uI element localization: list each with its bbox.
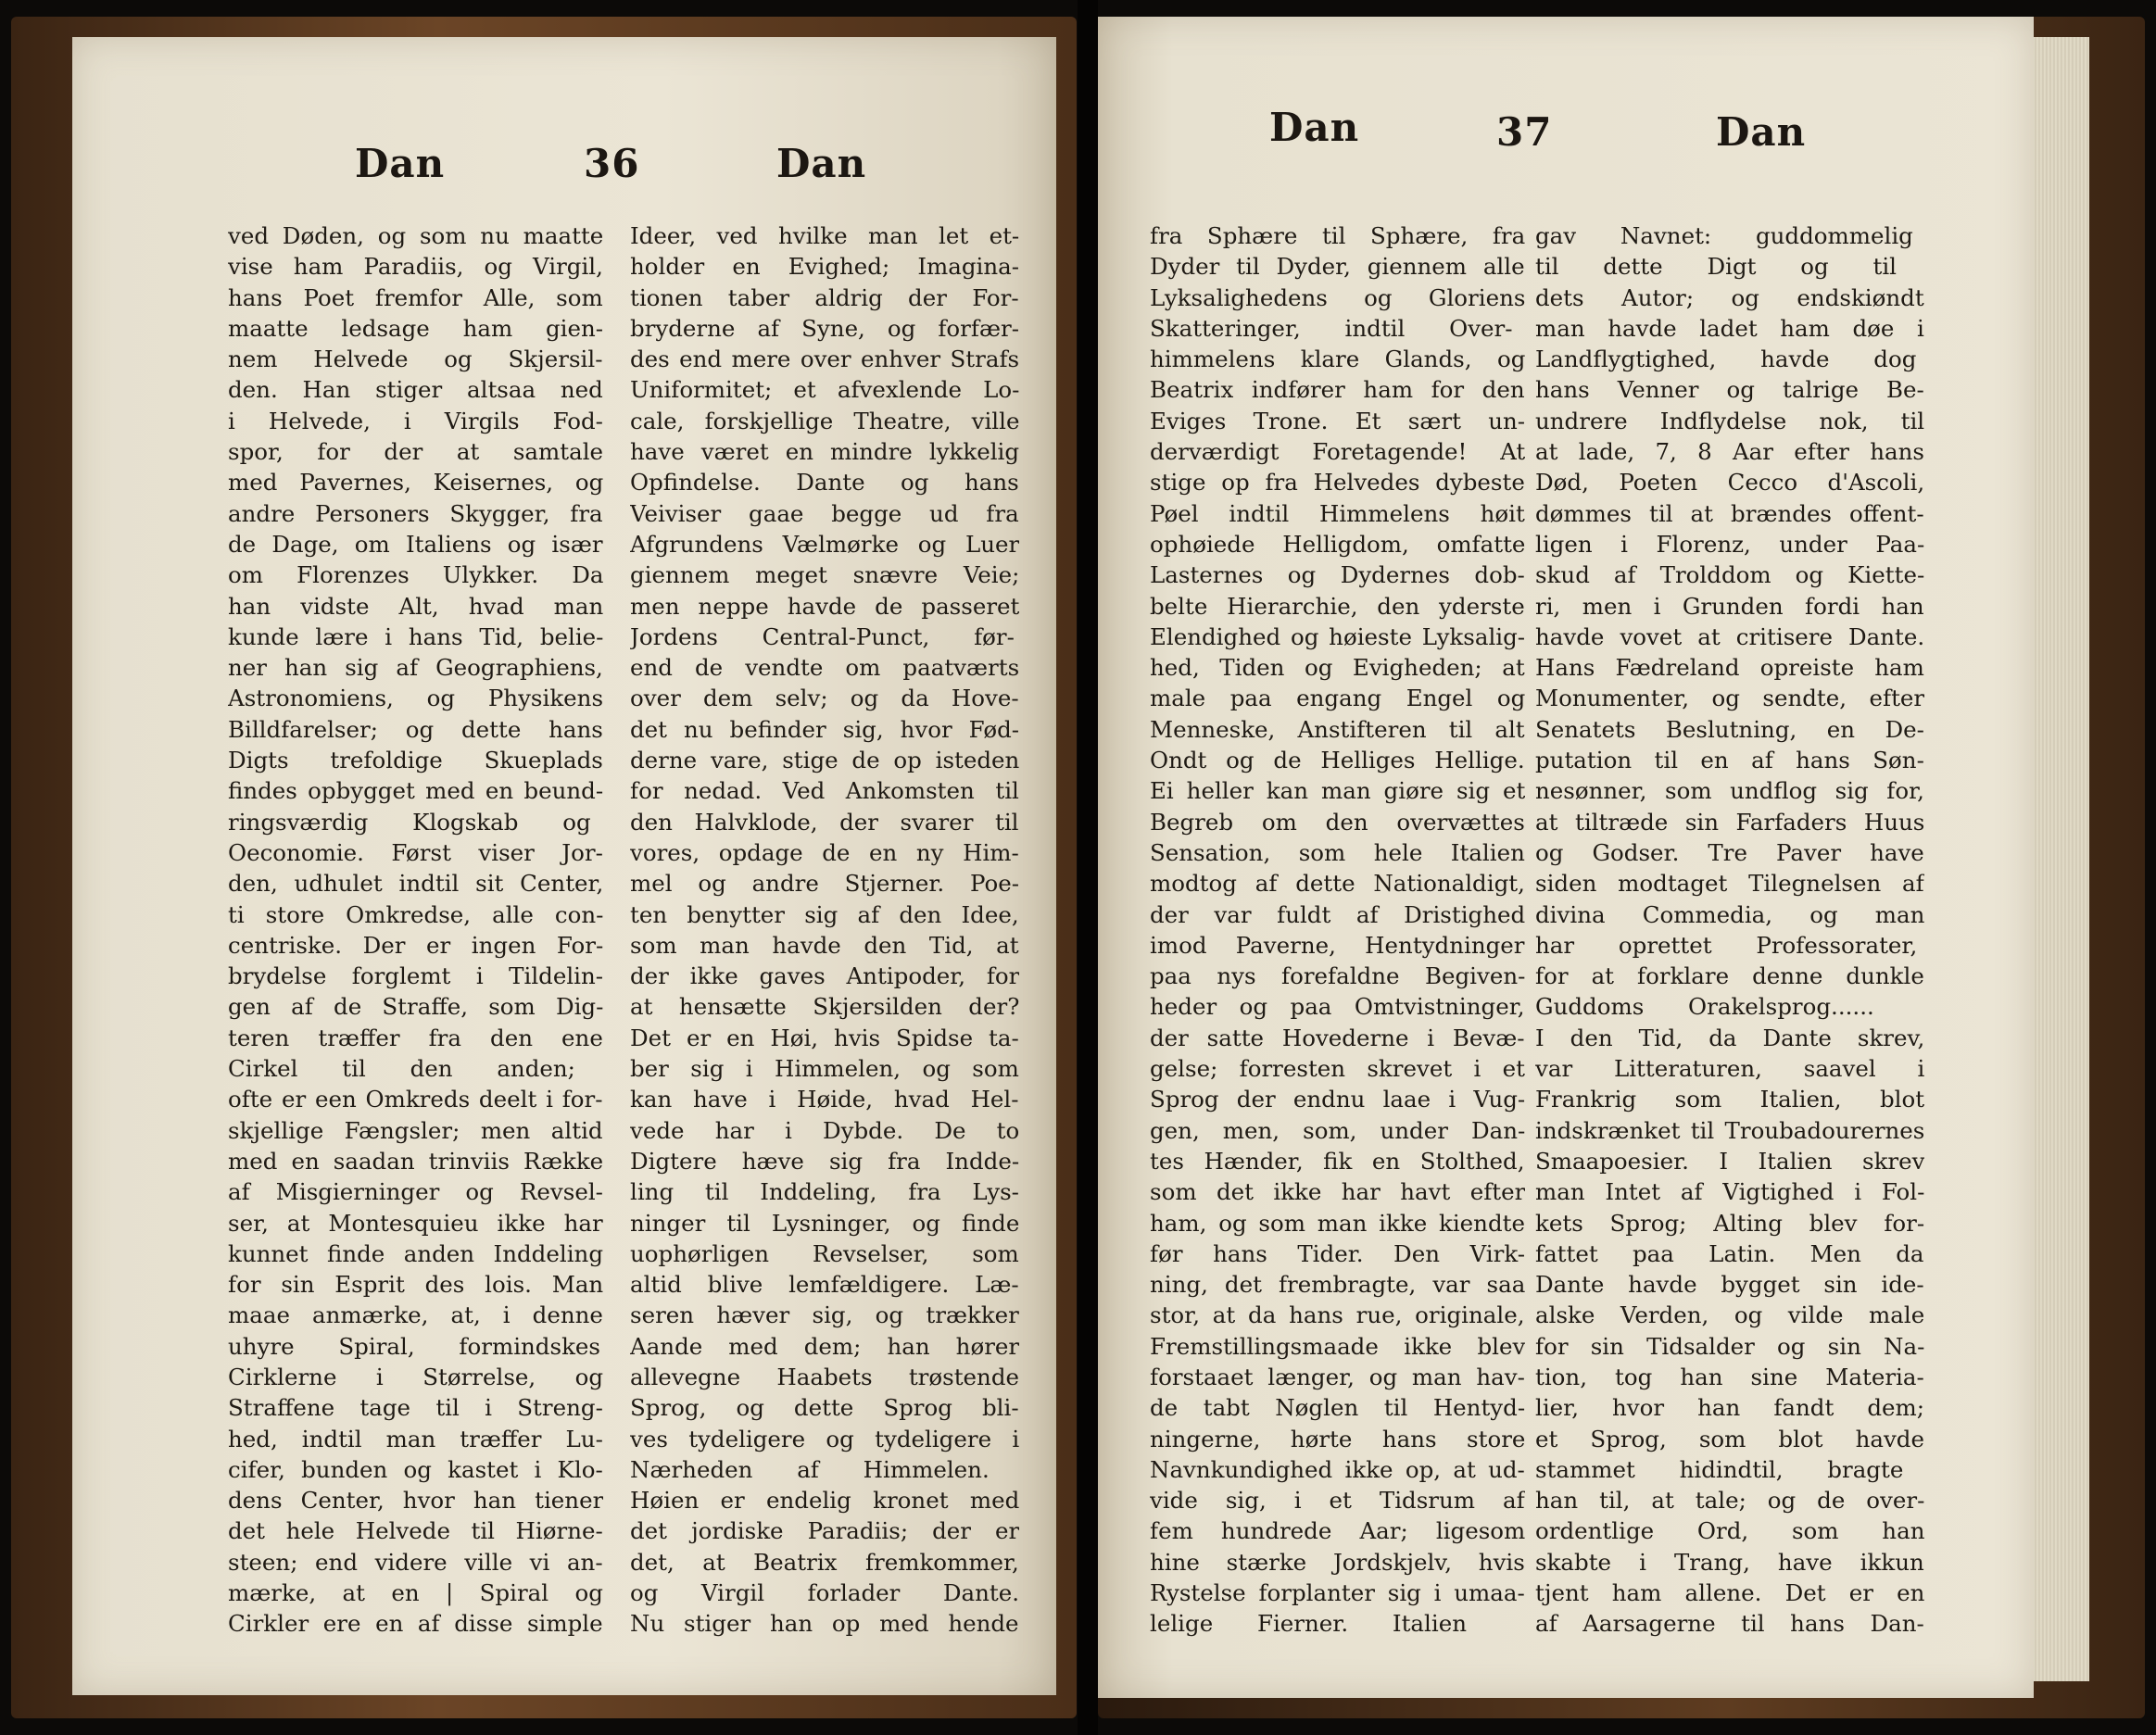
text-line: Beatrix indfører ham for den — [1150, 376, 1525, 404]
text-line: han til, at tale; og de over- — [1535, 1487, 1924, 1515]
left-page — [72, 37, 1056, 1695]
text-line: stige op fra Helvedes dybeste — [1150, 469, 1525, 497]
text-line: fem hundrede Aar; ligesom — [1150, 1517, 1525, 1545]
text-line: have været en mindre lykkelig — [630, 438, 1019, 466]
text-line: Menneske, Anstifteren til alt — [1150, 715, 1525, 743]
text-line: Høien er endelig kronet med — [630, 1487, 1019, 1515]
spread-divider — [1078, 0, 1098, 1735]
text-line: forstaaet længer, og man hav- — [1150, 1363, 1525, 1390]
right-header-left: Dan — [1269, 105, 1360, 150]
text-line: end de vendte om paatværts — [630, 654, 1019, 682]
text-line: der ikke gaves Antipoder, for — [630, 962, 1019, 990]
text-line: mærke, at en | Spiral og — [228, 1579, 603, 1607]
text-line: Billdfarelser; og dette hans — [228, 715, 603, 743]
left-header-left: Dan — [355, 141, 446, 186]
text-line: indskrænket til Troubadourernes — [1535, 1116, 1924, 1144]
text-line: kunnet finde anden Inddeling — [228, 1239, 603, 1267]
text-line: himmelens klare Glands, og — [1150, 346, 1525, 373]
text-line: Fremstillingsmaade ikke blev — [1150, 1332, 1525, 1360]
text-line: det hele Helvede til Hiørne- — [228, 1517, 603, 1545]
text-line: ber sig i Himmelen, og som — [630, 1055, 1019, 1083]
text-line: nesønner, som undflog sig for, — [1535, 777, 1924, 805]
text-line: cifer, bunden og kastet i Klo- — [228, 1455, 603, 1483]
text-line: Cirklerne i Størrelse, og — [228, 1363, 603, 1390]
text-line: ham, og som man ikke kiendte — [1150, 1209, 1525, 1237]
text-line: skabte i Trang, have ikkun — [1535, 1548, 1924, 1576]
text-line: og Virgil forlader Dante. — [630, 1579, 1019, 1607]
left-header-right: Dan — [776, 141, 867, 186]
text-line: til dette Digt og til — [1535, 253, 1897, 281]
text-line: hine stærke Jordskjelv, hvis — [1150, 1548, 1525, 1576]
text-line: ti store Omkredse, alle con- — [228, 900, 603, 928]
text-line: hans Poet fremfor Alle, som — [228, 283, 603, 311]
text-line: gav Navnet: guddommelig — [1535, 222, 1913, 249]
text-line: over dem selv; og da Hove- — [630, 685, 1019, 712]
text-line: Afgrundens Vælmørke og Luer — [630, 530, 1019, 558]
text-line: hans Venner og talrige Be- — [1535, 376, 1924, 404]
text-line: paa nys forefaldne Begiven- — [1150, 962, 1525, 990]
text-line: skud af Trolddom og Kiette- — [1535, 561, 1924, 589]
text-line: der satte Hovederne i Bevæ- — [1150, 1024, 1525, 1051]
text-line: I den Tid, da Dante skrev, — [1535, 1024, 1924, 1051]
text-line: af Aarsagerne til hans Dan- — [1535, 1610, 1924, 1638]
text-line: Rystelse forplanter sig i umaa- — [1150, 1579, 1525, 1607]
text-line: Jordens Central-Punct, før- — [630, 622, 1015, 650]
text-line: ordentlige Ord, som han — [1535, 1517, 1924, 1545]
text-line: Sprog, og dette Sprog bli- — [630, 1394, 1019, 1422]
text-line: Astronomiens, og Physikens — [228, 685, 603, 712]
text-line: Straffene tage til i Streng- — [228, 1394, 603, 1422]
text-line: Uniformitet; et afvexlende Lo- — [630, 376, 1019, 404]
text-line: kets Sprog; Alting blev for- — [1535, 1209, 1924, 1237]
text-line: Ei heller kan man giøre sig et — [1150, 777, 1525, 805]
right-page-number: 37 — [1496, 109, 1553, 155]
text-line: der var fuldt af Dristighed — [1150, 900, 1525, 928]
text-line: andre Personers Skygger, fra — [228, 499, 603, 527]
text-line: ves tydeligere og tydeligere i — [630, 1425, 1019, 1452]
text-line: Monumenter, og sendte, efter — [1535, 685, 1924, 712]
text-line: at hensætte Skjersilden der? — [630, 993, 1019, 1021]
text-line: ser, at Montesquieu ikke har — [228, 1209, 603, 1237]
text-line: de tabt Nøglen til Hentyd- — [1150, 1394, 1525, 1422]
text-line: bryderne af Syne, og forfær- — [630, 314, 1019, 342]
text-line: gen af de Straffe, som Dig- — [228, 993, 603, 1021]
text-line: som man havde den Tid, at — [630, 931, 1019, 959]
text-line: holder en Evighed; Imagina- — [630, 253, 1019, 281]
text-line: mel og andre Stjerner. Poe- — [630, 870, 1019, 898]
text-line: om Florenzes Ulykker. Da — [228, 561, 603, 589]
text-line: den Halvklode, der svarer til — [630, 808, 1019, 836]
text-line: i Helvede, i Virgils Fod- — [228, 407, 603, 434]
text-line: tion, tog han sine Materia- — [1535, 1363, 1924, 1390]
text-line: modtog af dette Nationaldigt, — [1150, 870, 1525, 898]
text-line: som det ikke har havt efter — [1150, 1178, 1525, 1206]
text-line: maatte ledsage ham gien- — [228, 314, 603, 342]
right-page-column-1 — [1150, 220, 1525, 1640]
text-line: at tiltræde sin Farfaders Huus — [1535, 808, 1924, 836]
text-line: kunde lære i hans Tid, belie- — [228, 622, 603, 650]
text-line: lier, hvor han fandt dem; — [1535, 1394, 1924, 1422]
text-line: af Misgierninger og Revsel- — [228, 1178, 603, 1206]
text-line: Aande med dem; han hører — [630, 1332, 1019, 1360]
left-page-column-2 — [630, 220, 1019, 1640]
text-line: med en saadan trinviis Række — [228, 1147, 603, 1175]
text-line: Dyder til Dyder, giennem alle — [1150, 253, 1525, 281]
text-line: Det er en Høi, hvis Spidse ta- — [630, 1024, 1019, 1051]
text-line: Cirkler ere en af disse simple — [228, 1610, 603, 1638]
text-line: cale, forskjellige Theatre, ville — [630, 407, 1019, 434]
text-line: maae anmærke, at, i denne — [228, 1301, 603, 1329]
text-line: spor, for der at samtale — [228, 438, 603, 466]
text-line: gen, men, som, under Dan- — [1150, 1116, 1525, 1144]
text-line: Eviges Trone. Et sært un- — [1150, 407, 1525, 434]
text-line: Dante havde bygget sin ide- — [1535, 1271, 1924, 1299]
text-line: nem Helvede og Skjersil- — [228, 346, 603, 373]
text-line: siden modtaget Tilegnelsen af — [1535, 870, 1924, 898]
text-line: dens Center, hvor han tiener — [228, 1487, 603, 1515]
text-line: derne vare, stige de op isteden — [630, 747, 1019, 774]
text-line: uhyre Spiral, formindskes — [228, 1332, 600, 1360]
text-line: Frankrig som Italien, blot — [1535, 1086, 1924, 1113]
text-line: Opfindelse. Dante og hans — [630, 469, 1019, 497]
text-line: at lade, 7, 8 Aar efter hans — [1535, 438, 1924, 466]
text-line: Veiviser gaae begge ud fra — [630, 499, 1019, 527]
text-line: Oeconomie. Først viser Jor- — [228, 838, 603, 866]
text-line: og Godser. Tre Paver have — [1535, 838, 1924, 866]
text-line: kan have i Høide, hvad Hel- — [630, 1086, 1019, 1113]
text-line: altid blive lemfældigere. Læ- — [630, 1271, 1019, 1299]
text-line: giennem meget snævre Veie; — [630, 561, 1019, 589]
text-line: vores, opdage de en ny Him- — [630, 838, 1019, 866]
text-line: putation til en af hans Søn- — [1535, 747, 1924, 774]
text-line: ling til Inddeling, fra Lys- — [630, 1178, 1019, 1206]
text-line: tjent ham allene. Det er en — [1535, 1579, 1924, 1607]
text-line: Nu stiger han op med hende — [630, 1610, 1019, 1638]
text-line: skjellige Fængsler; men altid — [228, 1116, 603, 1144]
text-line: centriske. Der er ingen For- — [228, 931, 603, 959]
text-line: man havde ladet ham døe i — [1535, 314, 1924, 342]
text-line: havde vovet at critisere Dante. — [1535, 622, 1924, 650]
text-line: Skatteringer, indtil Over- — [1150, 314, 1513, 342]
text-line: ning, det frembragte, var saa — [1150, 1271, 1525, 1299]
text-line: Begreb om den overvættes — [1150, 808, 1525, 836]
text-line: den, udhulet indtil sit Center, — [228, 870, 603, 898]
text-line: Død, Poeten Cecco d'Ascoli, — [1535, 469, 1924, 497]
text-line: des end mere over enhver Strafs — [630, 346, 1019, 373]
text-line: vede har i Dybde. De to — [630, 1116, 1019, 1144]
text-line: man Intet af Vigtighed i Fol- — [1535, 1178, 1924, 1206]
text-line: Sensation, som hele Italien — [1150, 838, 1525, 866]
text-line: Digtere hæve sig fra Indde- — [630, 1147, 1019, 1175]
text-line: fattet paa Latin. Men da — [1535, 1239, 1924, 1267]
text-line: Hans Fædreland opreiste ham — [1535, 654, 1924, 682]
text-line: Ideer, ved hvilke man let et- — [630, 222, 1019, 249]
text-line: Smaapoesier. I Italien skrev — [1535, 1147, 1924, 1175]
text-line: seren hæver sig, og trækker — [630, 1301, 1019, 1329]
text-line: fra Sphære til Sphære, fra — [1150, 222, 1525, 249]
left-page-number: 36 — [584, 141, 640, 186]
text-line: belte Hierarchie, den yderste — [1150, 592, 1525, 620]
text-line: ophøiede Helligdom, omfatte — [1150, 530, 1525, 558]
text-line: findes opbygget med en beund- — [228, 777, 603, 805]
text-line: Lasternes og Dydernes dob- — [1150, 561, 1525, 589]
text-line: stammet hidindtil, bragte — [1535, 1455, 1904, 1483]
text-line: ofte er een Omkreds deelt i for- — [228, 1086, 603, 1113]
text-line: heder og paa Omtvistninger, — [1150, 993, 1525, 1021]
text-line: den. Han stiger altsaa ned — [228, 376, 603, 404]
text-line: Guddoms Orakelsprog...... — [1535, 993, 1874, 1021]
text-line: hed, indtil man træffer Lu- — [228, 1425, 603, 1452]
text-line: dets Autor; og endskiøndt — [1535, 283, 1924, 311]
text-line: det jordiske Paradiis; der er — [630, 1517, 1019, 1545]
text-line: Navnkundighed ikke op, at ud- — [1150, 1455, 1525, 1483]
text-line: de Dage, om Italiens og især — [228, 530, 603, 558]
text-line: divina Commedia, og man — [1535, 900, 1924, 928]
text-line: Senatets Beslutning, en De- — [1535, 715, 1924, 743]
text-line: vise ham Paradiis, og Virgil, — [228, 253, 603, 281]
left-page-column-1 — [228, 220, 603, 1640]
text-line: ved Døden, og som nu maatte — [228, 222, 603, 249]
right-header-right: Dan — [1716, 109, 1807, 155]
text-line: steen; end videre ville vi an- — [228, 1548, 603, 1576]
text-line: tionen taber aldrig der For- — [630, 283, 1019, 311]
text-line: for sin Esprit des lois. Man — [228, 1271, 603, 1299]
text-line: Nærheden af Himmelen. — [630, 1455, 990, 1483]
text-line: imod Paverne, Hentydninger — [1150, 931, 1525, 959]
text-line: ner han sig af Geographiens, — [228, 654, 603, 682]
text-line: Lyksalighedens og Gloriens — [1150, 283, 1525, 311]
text-line: han vidste Alt, hvad man — [228, 592, 603, 620]
text-line: ningerne, hørte hans store — [1150, 1425, 1525, 1452]
text-line: har oprettet Professorater, — [1535, 931, 1918, 959]
text-line: med Pavernes, Keisernes, og — [228, 469, 603, 497]
text-line: for at forklare denne dunkle — [1535, 962, 1924, 990]
text-line: ten benytter sig af den Idee, — [630, 900, 1019, 928]
text-line: vide sig, i et Tidsrum af — [1150, 1487, 1525, 1515]
text-line: var Litteraturen, saavel i — [1535, 1055, 1924, 1083]
text-line: hed, Tiden og Evigheden; at — [1150, 654, 1525, 682]
text-line: uophørligen Revselser, som — [630, 1239, 1019, 1267]
text-line: det, at Beatrix fremkommer, — [630, 1548, 1019, 1576]
text-line: et Sprog, som blot havde — [1535, 1425, 1924, 1452]
text-line: lelige Fierner. Italien — [1150, 1610, 1467, 1638]
text-line: male paa engang Engel og — [1150, 685, 1525, 712]
text-line: stor, at da hans rue, originale, — [1150, 1301, 1525, 1329]
text-line: brydelse forglemt i Tildelin- — [228, 962, 603, 990]
text-line: for nedad. Ved Ankomsten til — [630, 777, 1019, 805]
text-line: det nu befinder sig, hvor Fød- — [630, 715, 1019, 743]
text-line: ninger til Lysninger, og finde — [630, 1209, 1019, 1237]
right-page — [1098, 17, 2034, 1698]
text-line: Elendighed og høieste Lyksalig- — [1150, 622, 1525, 650]
text-line: før hans Tider. Den Virk- — [1150, 1239, 1525, 1267]
text-line: Digts trefoldige Skueplads — [228, 747, 603, 774]
text-line: dømmes til at brændes offent- — [1535, 499, 1924, 527]
text-line: allevegne Haabets trøstende — [630, 1363, 1019, 1390]
text-line: undrere Indflydelse nok, til — [1535, 407, 1924, 434]
text-line: ligen i Florenz, under Paa- — [1535, 530, 1924, 558]
right-page-column-2 — [1535, 220, 1924, 1640]
text-line: Ondt og de Helliges Hellige. — [1150, 747, 1525, 774]
text-line: Cirkel til den anden; — [228, 1055, 575, 1083]
text-line: Landflygtighed, havde dog — [1535, 346, 1917, 373]
text-line: alske Verden, og vilde male — [1535, 1301, 1924, 1329]
text-line: gelse; forresten skrevet i et — [1150, 1055, 1525, 1083]
page-block-edge — [2034, 37, 2089, 1681]
text-line: derværdigt Foretagende! At — [1150, 438, 1525, 466]
text-line: teren træffer fra den ene — [228, 1024, 603, 1051]
text-line: for sin Tidsalder og sin Na- — [1535, 1332, 1924, 1360]
text-line: Sprog der endnu laae i Vug- — [1150, 1086, 1525, 1113]
text-line: Pøel indtil Himmelens høit — [1150, 499, 1525, 527]
text-line: ri, men i Grunden fordi han — [1535, 592, 1924, 620]
text-line: ringsværdig Klogskab og — [228, 808, 591, 836]
text-line: men neppe havde de passeret — [630, 592, 1019, 620]
text-line: tes Hænder, fik en Stolthed, — [1150, 1147, 1525, 1175]
